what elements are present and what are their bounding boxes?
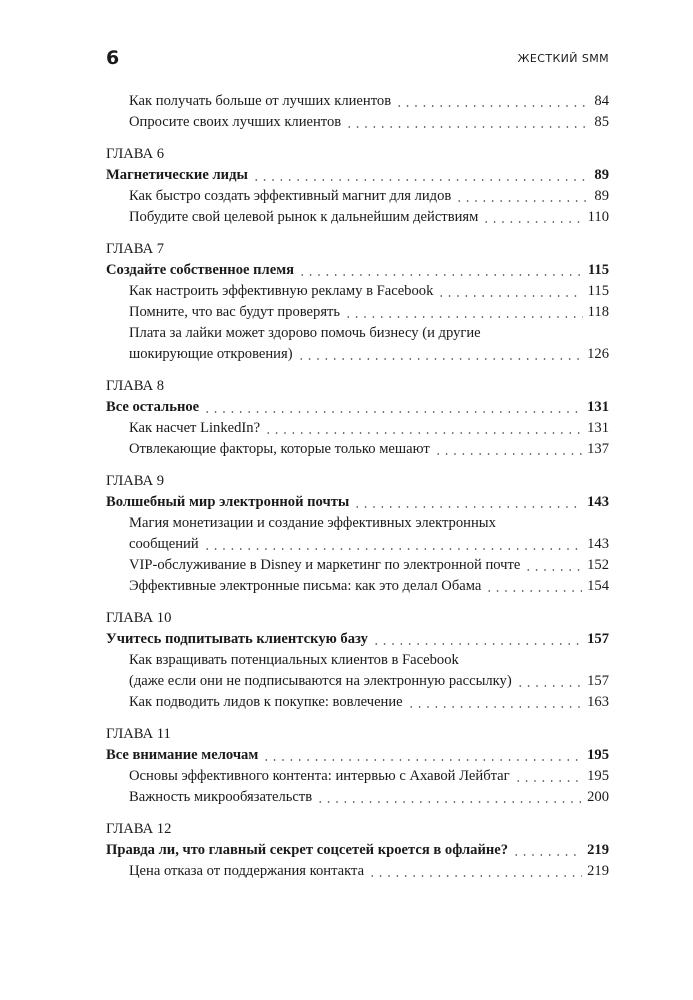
toc-page-number: 126 xyxy=(585,344,609,365)
toc-entry[interactable] xyxy=(106,766,609,787)
toc-page-number: 84 xyxy=(592,91,609,112)
toc-entry-title: Опросите своих лучших клиентов xyxy=(129,114,342,130)
toc-chapter-heading[interactable] xyxy=(106,260,609,281)
dot-leader xyxy=(514,780,582,782)
toc-page-number: 157 xyxy=(585,629,609,650)
toc-entry-title xyxy=(129,650,609,692)
toc-page-number: 118 xyxy=(586,302,609,323)
toc-entry[interactable] xyxy=(106,439,609,460)
dot-leader xyxy=(455,200,589,202)
dot-leader xyxy=(395,105,589,107)
toc-entry-title: Как быстро создать эффективный магнит для лидов xyxy=(129,188,452,204)
toc-entry-title: Как настроить эффективную рекламу в Facebook xyxy=(129,283,434,299)
toc-page-number: 163 xyxy=(585,692,609,713)
toc-entry-title: Основы эффективного контента: интервью с Ахавой Лейбтаг xyxy=(129,768,510,784)
toc-entry-title: Как получать больше от лучших клиентов xyxy=(129,93,392,109)
toc-entry-title-line: Плата за лайки может здорово помочь бизнесу (и другие xyxy=(129,325,481,341)
toc-chapter xyxy=(106,471,609,597)
toc-chapter xyxy=(106,239,609,365)
toc-page-number: 143 xyxy=(585,534,609,555)
toc-page-number: 110 xyxy=(586,207,609,228)
toc-page-number: 131 xyxy=(585,397,609,418)
dot-leader xyxy=(524,569,582,571)
toc-entry-title-line: шокирующие откровения) xyxy=(129,346,293,362)
toc-page-number: 143 xyxy=(585,492,609,513)
toc-entry-title xyxy=(129,513,609,555)
toc-page-number: 157 xyxy=(585,671,609,692)
toc-entry-title xyxy=(129,323,609,365)
chapter-label: ГЛАВА 6 xyxy=(106,146,165,162)
chapter-label: ГЛАВА 10 xyxy=(106,610,172,626)
toc-page-number: 89 xyxy=(592,186,609,207)
toc-page-number: 137 xyxy=(585,439,609,460)
chapter-label: ГЛАВА 9 xyxy=(106,473,165,489)
dot-leader xyxy=(345,126,589,128)
toc-page-number: 200 xyxy=(585,787,609,808)
toc-intro-group xyxy=(106,91,609,133)
toc-page-number: 195 xyxy=(585,766,609,787)
toc-chapter-heading[interactable] xyxy=(106,745,609,766)
toc-page-number: 154 xyxy=(585,576,609,597)
toc-entry[interactable] xyxy=(106,650,609,692)
dot-leader xyxy=(203,411,582,413)
toc-entry[interactable] xyxy=(106,207,609,228)
dot-leader xyxy=(316,801,582,803)
chapter-label: ГЛАВА 8 xyxy=(106,378,165,394)
toc-page-number: 115 xyxy=(586,260,609,281)
toc-page-number: 195 xyxy=(585,745,609,766)
dot-leader xyxy=(344,316,583,318)
toc-entry[interactable] xyxy=(106,576,609,597)
toc-entry-title: Создайте собственное племя xyxy=(106,262,295,278)
page-number: 6 xyxy=(106,47,120,69)
toc-chapter xyxy=(106,608,609,713)
toc-entry[interactable] xyxy=(106,323,609,365)
toc-entry-title: Волшебный мир электронной почты xyxy=(106,494,350,510)
chapter-label: ГЛАВА 12 xyxy=(106,821,172,837)
toc-entry-title-line: сообщений xyxy=(129,536,199,552)
toc-chapter-heading[interactable] xyxy=(106,397,609,418)
toc-page-number: 152 xyxy=(585,555,609,576)
chapter-label: ГЛАВА 11 xyxy=(106,726,171,742)
dot-leader xyxy=(264,432,582,434)
chapter-label: ГЛАВА 7 xyxy=(106,241,165,257)
toc-page-number: 115 xyxy=(586,281,609,302)
toc-chapter xyxy=(106,376,609,460)
toc-chapter xyxy=(106,724,609,808)
toc-entry-title: Побудите свой целевой рынок к дальнейшим действиям xyxy=(129,209,479,225)
toc-entry[interactable] xyxy=(106,861,609,882)
dot-leader xyxy=(437,295,582,297)
toc-entry-title: Помните, что вас будут проверять xyxy=(129,304,341,320)
toc-entry-title: Цена отказа от поддержания контакта xyxy=(129,863,365,879)
toc-page-number: 219 xyxy=(585,861,609,882)
toc-page-number: 89 xyxy=(592,165,609,186)
toc-entry[interactable] xyxy=(106,281,609,302)
toc-entry[interactable] xyxy=(106,692,609,713)
toc-entry-title: Отвлекающие факторы, которые только мешают xyxy=(129,441,430,457)
toc-page-number: 85 xyxy=(592,112,609,133)
toc-entry-title: Правда ли, что главный секрет соцсетей кроется в офлайне? xyxy=(106,842,509,858)
toc-entry-title-line: Магия монетизации и создание эффективных электронных xyxy=(129,515,496,531)
toc-chapter xyxy=(106,819,609,882)
toc-entry-title: Эффективные электронные письма: как это делал Обама xyxy=(129,578,482,594)
toc-chapter xyxy=(106,144,609,228)
dot-leader xyxy=(252,179,590,181)
toc-chapter-heading[interactable] xyxy=(106,840,609,861)
toc-entry-title: Все внимание мелочам xyxy=(106,747,259,763)
toc-page-number: 131 xyxy=(585,418,609,439)
dot-leader xyxy=(407,706,582,708)
dot-leader xyxy=(368,875,582,877)
toc-entry[interactable] xyxy=(106,418,609,439)
toc-chapter-heading[interactable] xyxy=(106,492,609,513)
toc-entry[interactable] xyxy=(106,787,609,808)
toc-entry[interactable] xyxy=(106,555,609,576)
dot-leader xyxy=(482,221,582,223)
dot-leader xyxy=(512,854,582,856)
toc-entry-title: VIP-обслуживание в Disney и маркетинг по электронной почте xyxy=(129,557,521,573)
dot-leader xyxy=(485,590,582,592)
dot-leader xyxy=(353,506,582,508)
toc-entry-title: Как подводить лидов к покупке: вовлечение xyxy=(129,694,403,710)
dot-leader xyxy=(434,453,582,455)
toc-entry-title-line: Как взращивать потенциальных клиентов в Facebook xyxy=(129,652,459,668)
toc-entry[interactable] xyxy=(106,302,609,323)
toc-entry-title: Как насчет LinkedIn? xyxy=(129,420,261,436)
dot-leader xyxy=(298,274,583,276)
toc-entry-title: Все остальное xyxy=(106,399,200,415)
toc-chapter-heading[interactable] xyxy=(106,165,609,186)
toc-page-number: 219 xyxy=(585,840,609,861)
toc-entry-title: Учитесь подпитывать клиентскую базу xyxy=(106,631,368,647)
toc-entry[interactable] xyxy=(106,186,609,207)
toc-entry-title-line: (даже если они не подписываются на электронную рассылку) xyxy=(129,673,512,689)
toc-entry[interactable] xyxy=(106,513,609,555)
toc-entry-title: Важность микрообязательств xyxy=(129,789,313,805)
dot-leader xyxy=(372,643,582,645)
table-of-contents xyxy=(106,91,609,882)
dot-leader xyxy=(262,759,582,761)
toc-entry-title: Магнетические лиды xyxy=(106,167,248,183)
toc-entry[interactable] xyxy=(106,91,609,112)
running-head: ЖЕСТКИЙ SMM xyxy=(517,52,609,65)
toc-entry[interactable] xyxy=(106,112,609,133)
toc-chapter-heading[interactable] xyxy=(106,629,609,650)
